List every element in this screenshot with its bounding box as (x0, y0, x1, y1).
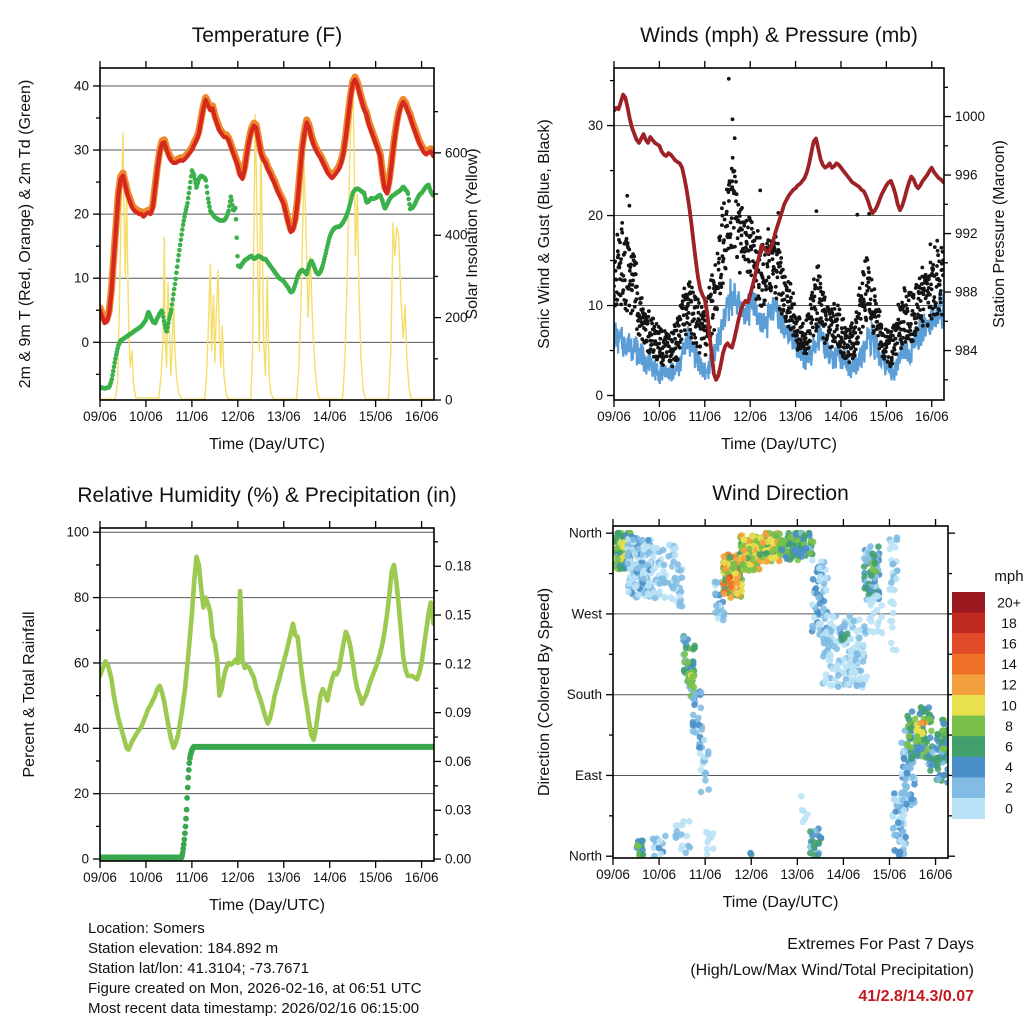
station-elevation: Station elevation: 184.892 m (88, 940, 279, 957)
colorbar-label: 16 (1001, 635, 1017, 652)
extremes-block (690, 932, 974, 1010)
x-tick-label: 09/06 (83, 870, 117, 885)
y2-tick-label: 600 (445, 145, 468, 161)
y-tick-label: 10 (73, 270, 89, 286)
x-axis-title: Time (Day/UTC) (209, 436, 325, 453)
y-tick-label: 20 (73, 206, 89, 222)
y-tick-label: 30 (587, 118, 603, 134)
y-axis-title: Direction (Colored By Speed) (536, 587, 553, 797)
y-tick-label: West (571, 606, 602, 622)
y2-tick-label: 0.09 (445, 705, 472, 721)
y2-tick-label: 0.12 (445, 656, 472, 672)
x-tick-label: 16/06 (404, 870, 439, 885)
y2-tick-label: 984 (955, 343, 978, 359)
x-tick-label: 10/06 (129, 870, 163, 885)
gust-outliers (625, 77, 939, 246)
plot-frame (100, 68, 434, 400)
x-tick-label: 10/06 (642, 867, 676, 882)
x-tick-label: 16/06 (914, 409, 949, 424)
colorbar-cell (952, 777, 985, 798)
y2-tick-label: 200 (445, 310, 468, 326)
x-tick-label: 11/06 (175, 870, 209, 885)
panel-title: Wind Direction (712, 482, 849, 505)
x-tick-label: 14/06 (312, 409, 347, 424)
y2-axis-title: Station Pressure (Maroon) (991, 140, 1008, 328)
station-latlon: Station lat/lon: 41.3104; -73.7671 (88, 960, 310, 977)
extremes-title: Extremes For Past 7 Days (787, 936, 974, 953)
colorbar-label: 2 (1005, 779, 1013, 796)
x-tick-label: 13/06 (778, 409, 813, 424)
y-tick-label: 80 (73, 590, 89, 606)
y2-axis-title: Solar Insolation (Yellow) (464, 148, 481, 320)
x-tick-label: 11/06 (175, 409, 209, 424)
recent-timestamp: Most recent data timestamp: 2026/02/16 06:15:00 (88, 1000, 420, 1017)
colorbar-cell (952, 716, 985, 737)
y2-tick-label: 0.18 (445, 558, 472, 574)
y2-tick-label: 992 (955, 226, 978, 242)
y-axis-title: Sonic Wind & Gust (Blue, Black) (536, 119, 553, 349)
colorbar-cell (952, 633, 985, 654)
y-tick-label: North (568, 525, 602, 541)
colorbar-cell (952, 736, 985, 757)
y2-tick-label: 0 (445, 392, 453, 408)
extremes-subtitle: (High/Low/Max Wind/Total Precipitation) (690, 962, 974, 979)
colorbar-label: 12 (1001, 676, 1017, 693)
panel-title: Temperature (F) (191, 24, 343, 47)
y-tick-label: 10 (587, 298, 603, 314)
y-tick-label: 40 (73, 720, 89, 736)
x-tick-label: 12/06 (734, 867, 769, 882)
humidity-precip-panel (21, 484, 471, 914)
x-tick-label: 14/06 (826, 867, 861, 882)
y-axis-title: 2m & 9m T (Red, Orange) & 2m Td (Green) (17, 79, 34, 389)
y-tick-label: South (566, 687, 602, 703)
x-tick-label: 11/06 (688, 867, 722, 882)
x-tick-label: 15/06 (358, 409, 393, 424)
temperature-panel (17, 24, 481, 453)
y2-tick-label: 0.06 (445, 753, 472, 769)
colorbar-title: mph (994, 568, 1024, 585)
x-tick-label: 10/06 (129, 409, 163, 424)
y-tick-label: 40 (73, 78, 89, 94)
station-location: Location: Somers (88, 920, 205, 937)
colorbar-cell (952, 613, 985, 634)
plot-frame (100, 528, 434, 861)
y2-tick-label: 0.15 (445, 607, 472, 623)
colorbar-label: 0 (1005, 800, 1013, 817)
x-tick-label: 13/06 (780, 867, 815, 882)
colorbar-label: 14 (1001, 656, 1017, 673)
panel-title: Winds (mph) & Pressure (mb) (640, 24, 918, 47)
x-tick-label: 13/06 (266, 870, 301, 885)
colorbar-cell (952, 798, 985, 819)
x-tick-label: 12/06 (733, 409, 768, 424)
y-tick-label: East (574, 767, 602, 783)
x-tick-label: 09/06 (597, 409, 631, 424)
colorbar-cell (952, 592, 985, 613)
figure-created: Figure created on Mon, 2026-02-16, at 06:51 UTC (88, 980, 422, 997)
x-tick-label: 10/06 (642, 409, 677, 424)
panel-title: Relative Humidity (%) & Precipitation (in) (77, 484, 457, 507)
y2-tick-label: 400 (445, 227, 468, 243)
colorbar-label: 4 (1005, 759, 1013, 776)
colorbar-cell (952, 695, 985, 716)
wind-direction-panel (536, 482, 955, 911)
x-tick-label: 14/06 (824, 409, 858, 424)
x-tick-label: 12/06 (220, 870, 255, 885)
x-tick-label: 11/06 (688, 409, 722, 424)
winds-pressure-panel (536, 24, 1008, 453)
colorbar-label: 6 (1005, 738, 1013, 755)
x-tick-label: 09/06 (596, 867, 630, 882)
y-tick-label: 0 (595, 388, 603, 404)
extremes-value: 41/2.8/14.3/0.07 (858, 988, 974, 1005)
y-axis-title: Percent & Total Rainfall (21, 611, 38, 778)
y-tick-label: 100 (66, 524, 89, 540)
x-tick-label: 14/06 (312, 870, 347, 885)
x-tick-label: 15/06 (358, 870, 393, 885)
station-info (88, 919, 422, 1019)
x-tick-label: 15/06 (872, 867, 907, 882)
y-tick-label: 0 (81, 851, 89, 867)
solar-insolation (100, 75, 434, 399)
colorbar-cell (952, 654, 985, 675)
y2-tick-label: 1000 (955, 109, 986, 125)
colorbar-label: 8 (1005, 717, 1013, 734)
y2-tick-label: 0.00 (445, 851, 472, 867)
y-tick-label: 20 (587, 208, 603, 224)
y2-tick-label: 0.03 (445, 802, 472, 818)
y2-tick-label: 988 (955, 284, 978, 300)
y-tick-label: 20 (73, 786, 89, 802)
y-tick-label: 60 (73, 655, 89, 671)
colorbar-label: 18 (1001, 614, 1017, 631)
speed-colorbar (952, 568, 1024, 819)
y-tick-label: North (568, 848, 602, 864)
x-axis-title: Time (Day/UTC) (722, 894, 839, 911)
y-tick-label: 0 (81, 334, 89, 350)
colorbar-label: 20+ (997, 594, 1021, 611)
colorbar-cell (952, 757, 985, 778)
x-tick-label: 12/06 (220, 409, 255, 424)
relative-humidity (100, 557, 434, 750)
x-tick-label: 16/06 (918, 867, 953, 882)
colorbar-cell (952, 674, 985, 695)
x-tick-label: 16/06 (404, 409, 439, 424)
x-axis-title: Time (Day/UTC) (209, 897, 325, 914)
y2-tick-label: 996 (955, 167, 978, 183)
y-tick-label: 30 (73, 142, 89, 158)
x-axis-title: Time (Day/UTC) (721, 436, 837, 453)
x-tick-label: 13/06 (266, 409, 301, 424)
x-tick-label: 15/06 (869, 409, 904, 424)
colorbar-label: 10 (1001, 697, 1017, 714)
x-tick-label: 09/06 (83, 409, 117, 424)
total-rainfall (97, 744, 436, 860)
